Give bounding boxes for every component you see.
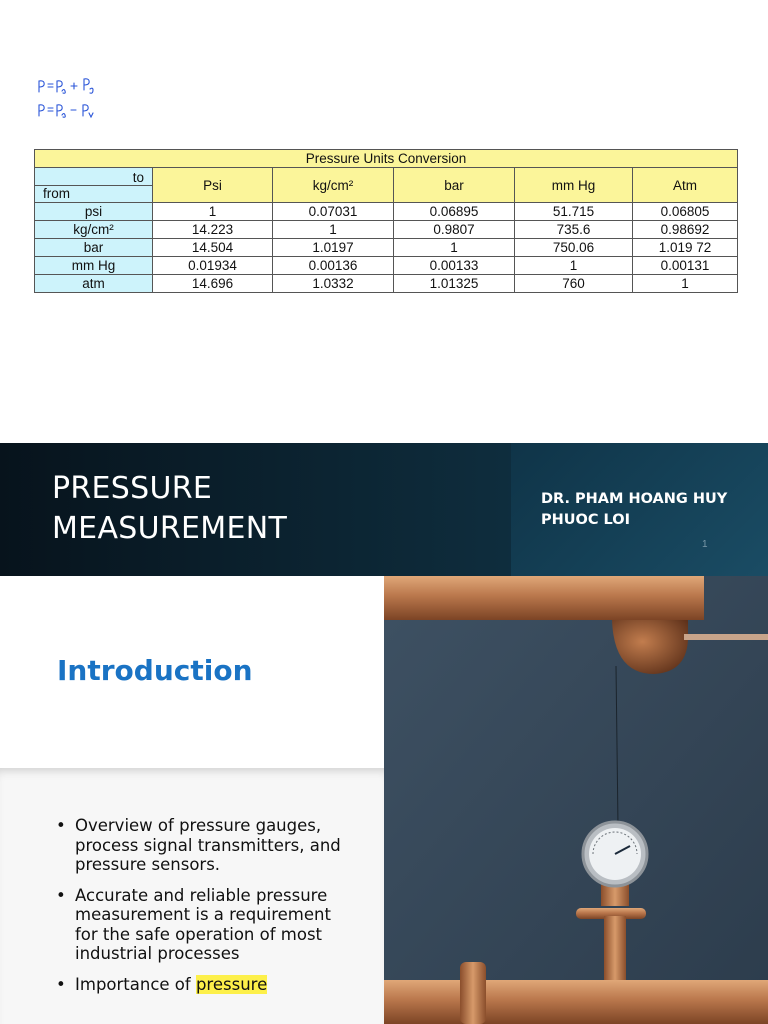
bullet-dot: • xyxy=(56,974,66,994)
author-line2: PHUOC LOI xyxy=(541,512,630,528)
table-cell: 0.00136 xyxy=(273,257,394,275)
bottom-pipe xyxy=(384,980,768,1024)
top-pipe xyxy=(384,576,704,620)
intro-slide-header xyxy=(0,576,384,768)
table-cell: 735.6 xyxy=(515,221,633,239)
table-cell: 1 xyxy=(515,257,633,275)
table-cell: 14.696 xyxy=(153,275,273,293)
bullet-list xyxy=(56,816,356,1005)
table-cell: 0.9807 xyxy=(394,221,515,239)
list-item xyxy=(56,816,356,875)
table-cell: 1.019 72 xyxy=(633,239,738,257)
table-row xyxy=(35,221,738,239)
table-cell: 14.504 xyxy=(153,239,273,257)
table-row xyxy=(35,239,738,257)
intro-slide-body xyxy=(0,768,384,1024)
table-cell: 1.01325 xyxy=(394,275,515,293)
background-wall xyxy=(384,576,768,1024)
author-line1: DR. PHAM HOANG HUY xyxy=(541,491,728,507)
handwritten-formula-drawing xyxy=(36,76,116,122)
table-cell: 1 xyxy=(633,275,738,293)
table-cell: 1 xyxy=(153,203,273,221)
table-cell: 750.06 xyxy=(515,239,633,257)
row-header-atm: atm xyxy=(35,275,153,293)
pressure-conversion-table xyxy=(34,149,738,293)
slide-number: 1 xyxy=(702,539,708,550)
table-cell: 760 xyxy=(515,275,633,293)
table-row xyxy=(35,203,738,221)
row-header-mmhg: mm Hg xyxy=(35,257,153,275)
table-cell: 0.98692 xyxy=(633,221,738,239)
pipe-gauge-illustration xyxy=(384,576,768,1024)
to-label: to xyxy=(132,170,144,185)
table-cell: 0.07031 xyxy=(273,203,394,221)
table-header-row xyxy=(35,168,738,203)
table-row xyxy=(35,257,738,275)
bullet-text-prefix: Importance of xyxy=(75,974,196,994)
deck-title-line1: PRESSURE xyxy=(52,471,213,506)
pressure-gauge-photo xyxy=(384,576,768,1024)
title-slide xyxy=(0,443,768,576)
column-header-mmhg: mm Hg xyxy=(515,168,633,203)
to-from-corner-cell xyxy=(35,168,153,203)
pipe-flange xyxy=(460,962,486,1024)
author-name xyxy=(541,489,727,531)
bullet-dot: • xyxy=(56,816,66,835)
intro-heading: Introduction xyxy=(57,654,253,687)
column-header-atm: Atm xyxy=(633,168,738,203)
bullet-dot: • xyxy=(56,885,66,905)
list-item xyxy=(56,975,356,995)
table-cell: 0.00133 xyxy=(394,257,515,275)
deck-title xyxy=(52,469,287,549)
from-label: from xyxy=(43,186,70,201)
table-title: Pressure Units Conversion xyxy=(35,150,738,168)
bullet-text: Accurate and reliable pressure measurement is a requirement for the safe operation of most industrial processes xyxy=(75,885,331,963)
handwritten-notes xyxy=(36,76,116,122)
side-rod xyxy=(684,634,768,640)
table-cell: 1 xyxy=(273,221,394,239)
column-header-psi: Psi xyxy=(153,168,273,203)
table-cell: 1.0197 xyxy=(273,239,394,257)
highlighted-text: pressure xyxy=(195,974,268,994)
row-header-kgcm2: kg/cm² xyxy=(35,221,153,239)
table-cell: 0.06805 xyxy=(633,203,738,221)
table-cell: 1.0332 xyxy=(273,275,394,293)
column-header-kgcm2: kg/cm² xyxy=(273,168,394,203)
row-header-bar: bar xyxy=(35,239,153,257)
bullet-text: Overview of pressure gauges, process signal transmitters, and pressure sensors. xyxy=(75,816,341,874)
table-cell: 1 xyxy=(394,239,515,257)
table-cell: 14.223 xyxy=(153,221,273,239)
list-item xyxy=(56,886,356,964)
table-cell: 0.00131 xyxy=(633,257,738,275)
table-cell: 51.715 xyxy=(515,203,633,221)
deck-title-line2: MEASUREMENT xyxy=(52,511,288,546)
table-cell: 0.06895 xyxy=(394,203,515,221)
table-cell: 0.01934 xyxy=(153,257,273,275)
row-header-psi: psi xyxy=(35,203,153,221)
column-header-bar: bar xyxy=(394,168,515,203)
table-row xyxy=(35,275,738,293)
